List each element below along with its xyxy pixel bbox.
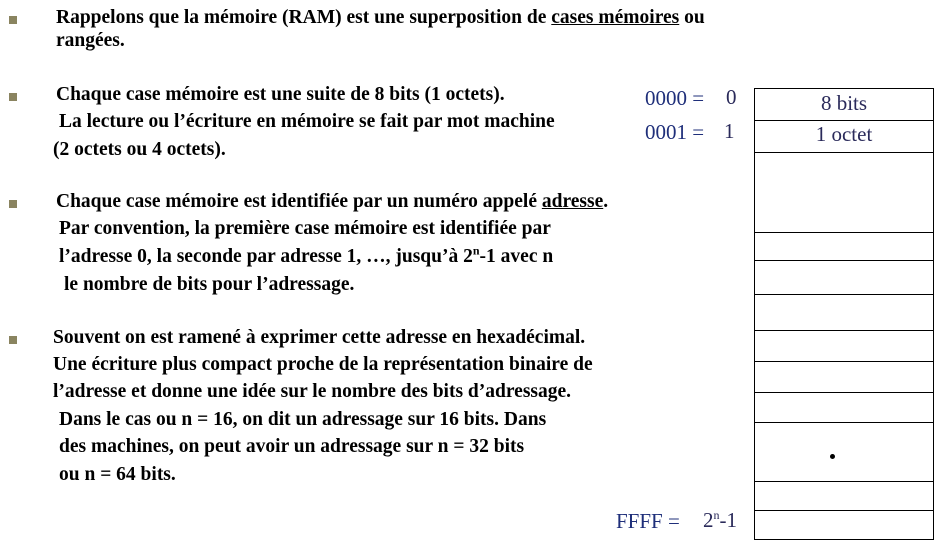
- memory-cell-ellipsis: [755, 423, 933, 482]
- bullet-1-line-1: [56, 6, 705, 30]
- superscript: n: [713, 508, 720, 522]
- address-0001-label: 0001 =: [645, 120, 705, 144]
- text: Chaque case mémoire est identifiée par un numéro appelé: [56, 191, 542, 212]
- text: -1 avec n: [479, 246, 554, 267]
- term-adresse: adresse: [541, 191, 604, 212]
- memory-cell: [755, 362, 933, 393]
- text: ou: [679, 7, 705, 28]
- bullet-4-line-6: ou n = 64 bits.: [59, 464, 176, 485]
- ellipsis-dot: [830, 454, 835, 459]
- address-0000-label: 0000 =: [645, 86, 705, 110]
- memory-cell: [755, 261, 933, 295]
- memory-cell: [755, 482, 933, 511]
- text: l’adresse 0, la seconde par adresse 1, …, jusqu’à 2: [59, 246, 473, 267]
- memory-cell: [755, 295, 933, 331]
- bullet-4-line-5: des machines, on peut avoir un adressage sur n = 32 bits: [59, 436, 525, 457]
- text: .: [603, 191, 609, 212]
- memory-cell: [755, 393, 933, 423]
- memory-cell: [755, 331, 933, 362]
- bullet-3-line-3: [59, 245, 553, 269]
- bullet-marker: [9, 200, 17, 208]
- bullet-3-line-4: le nombre de bits pour l’adressage.: [64, 274, 355, 295]
- memory-cell-last: [755, 511, 933, 539]
- memory-cell-0: 8 bits: [755, 89, 933, 121]
- term-cases-memoires: cases mémoires: [551, 7, 680, 28]
- address-0001-value: 1: [724, 119, 735, 143]
- bullet-marker: [9, 16, 17, 24]
- memory-cell-1: 1 octet: [755, 121, 933, 153]
- bullet-4-line-1: Souvent on est ramené à exprimer cette adresse en hexadécimal.: [53, 327, 586, 348]
- bullet-2-line-1: Chaque case mémoire est une suite de 8 bits (1 octets).: [56, 84, 505, 105]
- superscript: n: [472, 243, 480, 258]
- text: -1: [719, 508, 737, 532]
- memory-table: [754, 88, 934, 540]
- address-ffff-label: FFFF =: [616, 509, 680, 533]
- bullet-marker: [9, 336, 17, 344]
- bullet-3-line-2: Par convention, la première case mémoire est identifiée par: [59, 218, 551, 239]
- text: Rappelons que la mémoire (RAM) est une superposition de: [56, 7, 552, 28]
- bullet-2-line-3: (2 octets ou 4 octets).: [53, 139, 226, 160]
- bullet-3-line-1: [56, 190, 608, 214]
- bullet-4-line-4: Dans le cas ou n = 16, on dit un adressage sur 16 bits. Dans: [59, 409, 547, 430]
- memory-cell: [755, 233, 933, 261]
- bullet-4-line-2: Une écriture plus compact proche de la représentation binaire de: [53, 354, 593, 375]
- bullet-4-line-3: l’adresse et donne une idée sur le nombre des bits d’adressage.: [53, 381, 572, 402]
- bullet-2-line-2: La lecture ou l’écriture en mémoire se fait par mot machine: [59, 111, 555, 132]
- address-0000-value: 0: [726, 85, 737, 109]
- bullet-1-line-2: rangées.: [56, 30, 125, 51]
- text: 2: [703, 508, 714, 532]
- memory-cell: [755, 153, 933, 233]
- bullet-marker: [9, 93, 17, 101]
- address-ffff-value: [703, 508, 737, 532]
